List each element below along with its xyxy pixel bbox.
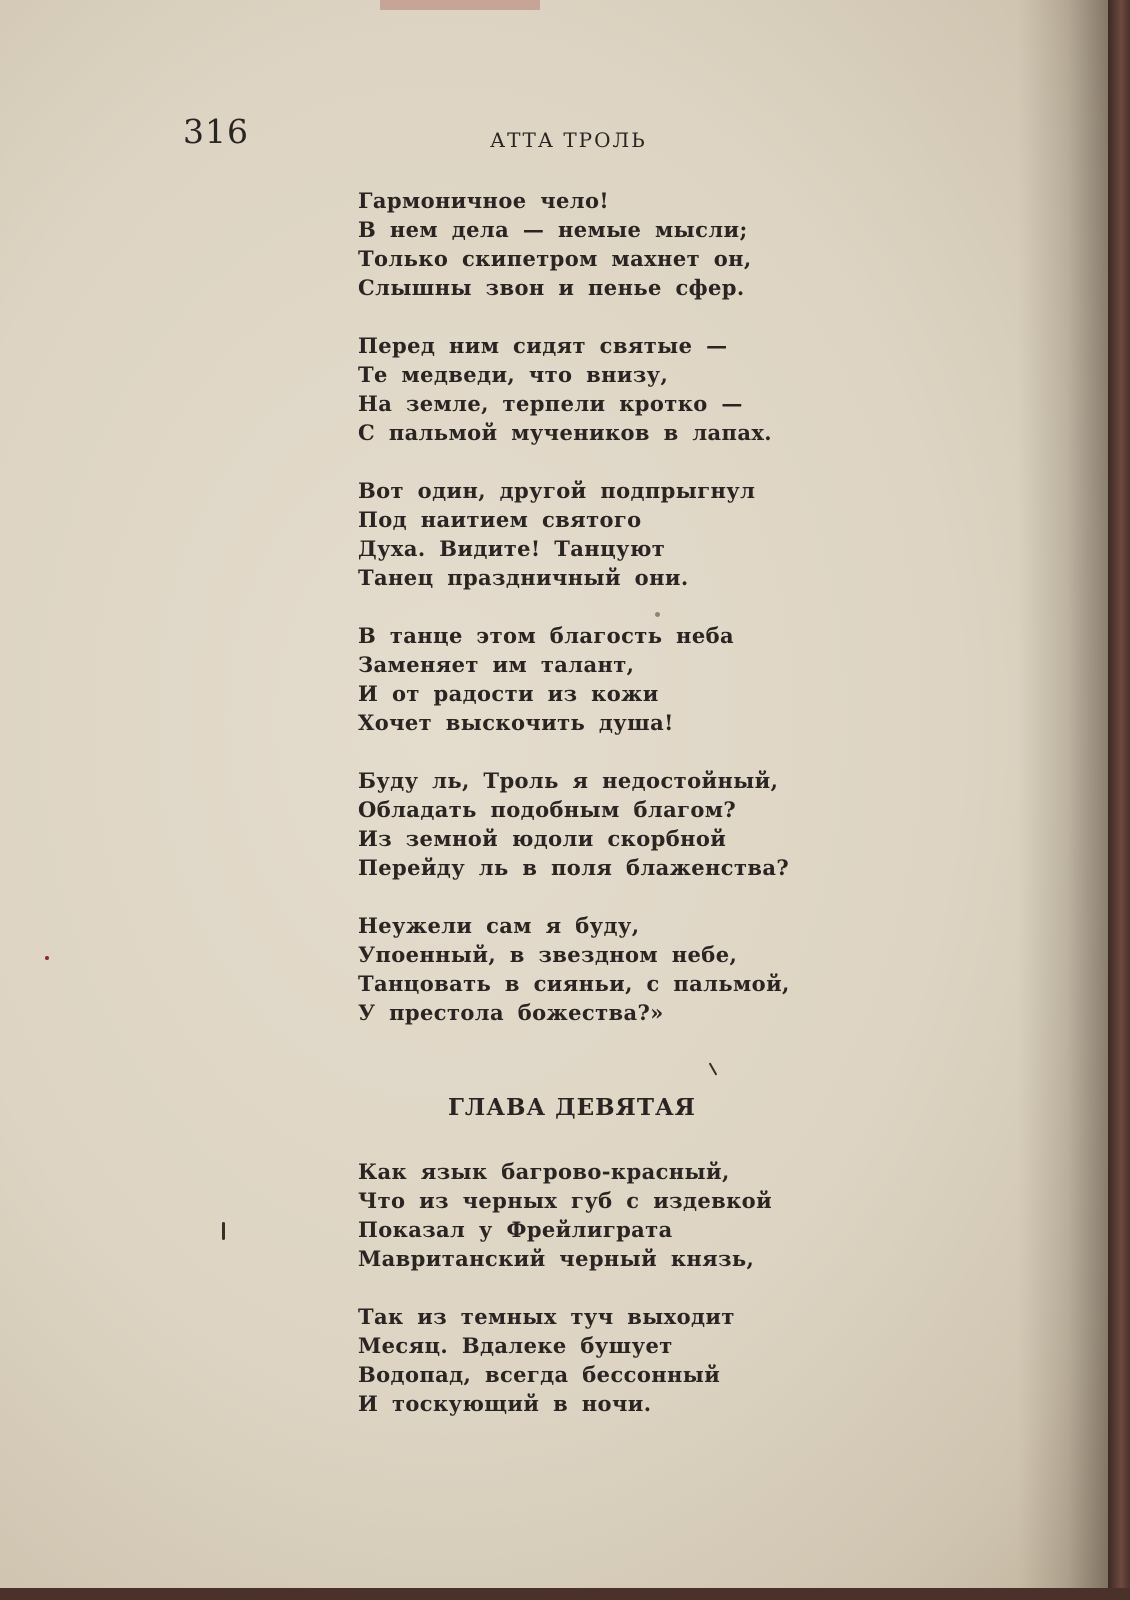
stanza	[358, 1302, 858, 1418]
verse-line: На земле, терпели кротко —	[358, 391, 743, 416]
verse-line: Показал у Фрейлиграта	[358, 1217, 673, 1242]
page-number: 316	[183, 112, 249, 151]
verse-line: Перед ним сидят святые —	[358, 333, 728, 358]
verse-line: Обладать подобным благом?	[358, 797, 737, 822]
verse-line: И от радости из кожи	[358, 681, 659, 706]
verse-line: Духа. Видите! Танцуют	[358, 536, 666, 561]
verse-line: Танец праздничный они.	[358, 565, 689, 590]
verse-line: И тоскующий в ночи.	[358, 1391, 652, 1416]
verse-line: Только скипетром махнет он,	[358, 246, 752, 271]
poem-text-part-1	[358, 186, 858, 1056]
running-title: АТТА ТРОЛЬ	[490, 128, 647, 152]
verse-line: Так из темных туч выходит	[358, 1304, 735, 1329]
verse-line: В нем дела — немые мысли;	[358, 217, 748, 242]
verse-line: Вот один, другой подпрыгнул	[358, 478, 756, 503]
stanza	[358, 476, 858, 592]
stanza	[358, 331, 858, 447]
poem-text-part-2	[358, 1157, 858, 1447]
verse-line: Слышны звон и пенье сфер.	[358, 275, 745, 300]
paper-speck	[655, 612, 660, 617]
paper-speck	[709, 1062, 718, 1075]
paper-speck	[222, 1222, 225, 1240]
verse-line: Месяц. Вдалеке бушует	[358, 1333, 673, 1358]
verse-line: Как язык багрово-красный,	[358, 1159, 730, 1184]
spine-shadow	[1018, 0, 1108, 1600]
stanza	[358, 621, 858, 737]
verse-line: Те медведи, что внизу,	[358, 362, 669, 387]
verse-line: С пальмой мучеников в лапах.	[358, 420, 772, 445]
paper-stain	[380, 0, 540, 10]
verse-line: Гармоничное чело!	[358, 188, 609, 213]
verse-line: У престола божества?»	[358, 1000, 664, 1025]
verse-line: В танце этом благость неба	[358, 623, 734, 648]
verse-line: Водопад, всегда бессонный	[358, 1362, 721, 1387]
verse-line: Что из черных губ с издевкой	[358, 1188, 773, 1213]
stanza	[358, 186, 858, 302]
verse-line: Перейду ль в поля блаженства?	[358, 855, 790, 880]
verse-line: Неужели сам я буду,	[358, 913, 640, 938]
verse-line: Мавританский черный князь,	[358, 1246, 755, 1271]
book-cover-edge-bottom	[0, 1588, 1130, 1600]
stanza	[358, 766, 858, 882]
paper-speck	[45, 956, 49, 960]
chapter-heading: ГЛАВА ДЕВЯТАЯ	[448, 1094, 696, 1121]
stanza	[358, 1157, 858, 1273]
verse-line: Хочет выскочить душа!	[358, 710, 674, 735]
verse-line: Из земной юдоли скорбной	[358, 826, 727, 851]
book-cover-edge	[1108, 0, 1130, 1600]
verse-line: Упоенный, в звездном небе,	[358, 942, 738, 967]
verse-line: Танцовать в сияньи, с пальмой,	[358, 971, 790, 996]
stanza	[358, 911, 858, 1027]
verse-line: Заменяет им талант,	[358, 652, 635, 677]
verse-line: Буду ль, Троль я недостойный,	[358, 768, 779, 793]
verse-line: Под наитием святого	[358, 507, 642, 532]
